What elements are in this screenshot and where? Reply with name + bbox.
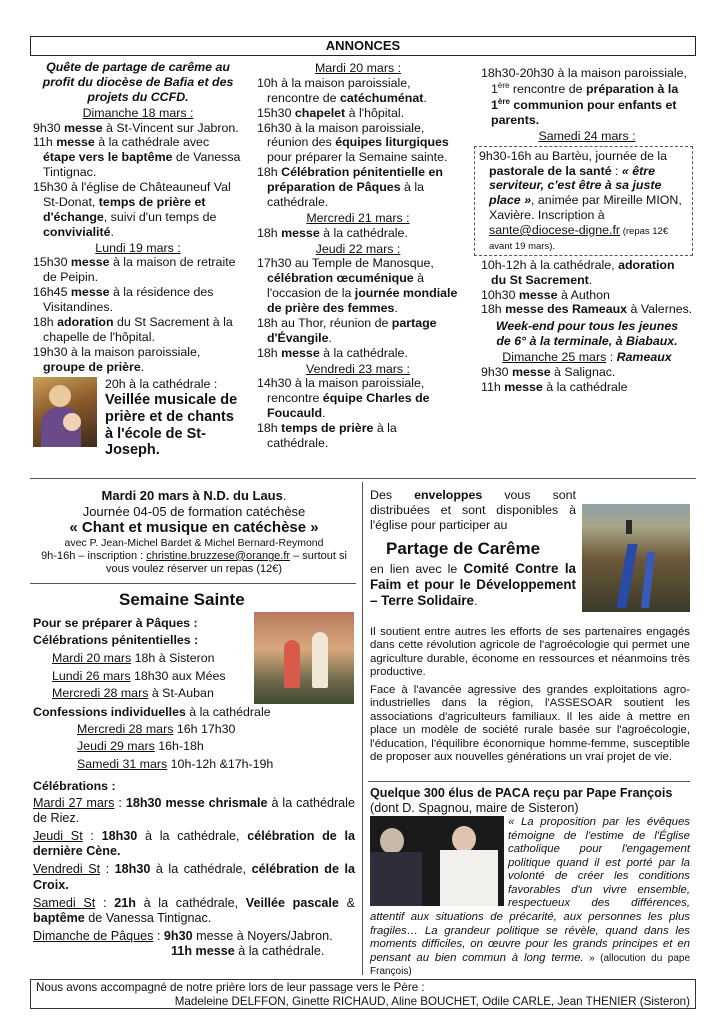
- veillee-block: [33, 377, 243, 459]
- day-samedi-24: Samedi 24 mars :: [538, 128, 636, 143]
- event-item: 18h adoration du St Sacrement à la chapelle de l'hôpital.: [33, 314, 233, 344]
- event-item: 19h30 à la maison paroissiale, groupe de prière.: [33, 344, 201, 374]
- section-divider: [368, 781, 690, 782]
- day-lundi-19: Lundi 19 mars :: [95, 240, 181, 255]
- column-3: [481, 66, 693, 395]
- event-item: 16h45 messe à la résidence des Visitandines.: [33, 285, 214, 314]
- event-item: 14h30 à la maison paroissiale, rencontre équipe Charles de Foucauld.: [257, 376, 430, 421]
- day-vendredi-23: Vendredi 23 mars :: [305, 361, 410, 376]
- pope-quote: « La proposition par les évêques témoigne de l'estime de l'Église catholique pour l'engagement politique quand il est porté par la volonté de créer les conditions favorables d'un vivre ensemble, respectueux des différences, attentif aux situations de précarité, aux personnes les plus fragiles… La grandeur politique se révèle, quand dans les moments difficiles, on œuvre pour les grands principes et en pensant au bien commun à long terme. » (allocution du pape François): [370, 816, 691, 978]
- laus-block: Mardi 20 mars à N.D. du Laus. Journée 04-05 de formation catéchèse « Chant et musique en catéchèse » avec P. Jean-Michel Bardet & Michel Bernard-Reymond 9h-16h – inscription : christine.bruzzese@orange.fr – surtout si vous voulez réserver un repas (12€): [41, 488, 347, 575]
- careme-paragraph-1: Il soutient entre autres les efforts de ses partenaires engagés dans cette révolution agricole de l'agroécologie qui permet une agriculture durable, économe en ressources et néanmoins très productive.: [370, 626, 690, 679]
- event-item: 9h30 messe à Salignac.: [481, 364, 616, 379]
- careme-block: Des enveloppes vous sont distribuées et sont disponibles à l'église pour participer au Partage de Carême en lien avec le Comité Contre la Faim et pour le Développement – Terre Solidaire.: [370, 488, 576, 609]
- saint-joseph-image: [33, 377, 97, 447]
- event-item: 17h30 au Temple de Manosque, célébration œcuménique à l'occasion de la journée mondiale de prière des femmes.: [257, 256, 458, 315]
- event-item: 16h30 à la maison paroissiale, réunion des équipes liturgiques pour préparer la Semaine sainte.: [257, 120, 449, 165]
- day-mardi-20: Mardi 20 mars :: [314, 61, 402, 75]
- weekend-jeunes: Week-end pour tous les jeunes de 6° à la terminale, à Biabaux.: [495, 319, 679, 349]
- event-item: 11h messe à la cathédrale: [481, 379, 628, 394]
- farming-field-image: [582, 504, 690, 612]
- event-item: 18h messe à la cathédrale.: [257, 225, 408, 240]
- event-item: 10h30 messe à Authon: [481, 287, 610, 302]
- annonces-title: ANNONCES: [30, 36, 696, 56]
- event-item: 11h messe à la cathédrale avec étape vers le baptême de Vanessa Tintignac.: [33, 135, 241, 180]
- celebration-item: Vendredi St : 18h30 à la cathédrale, célébration de la Croix.: [33, 862, 355, 892]
- veillee-text: 20h à la cathédrale : Veillée musicale de prière et de chants à l'école de St-Joseph.: [105, 377, 238, 459]
- event-item: 18h30-20h30 à la maison paroissiale, 1ère rencontre de préparation à la 1ère communion pour enfants et parents.: [481, 66, 687, 127]
- event-item: 18h Célébration pénitentielle en préparation de Pâques à la cathédrale.: [257, 165, 443, 209]
- column-1: [33, 60, 243, 459]
- semaine-sainte-title: Semaine Sainte: [119, 590, 245, 609]
- sante-email-link[interactable]: sante@diocese-digne.fr: [489, 223, 621, 237]
- careme-paragraph-2: Face à l'avancée agressive des grandes exploitations agro-industrielles dans la région, l'ASSESOAR soutient les associations d'agriculteurs familiaux. Il les aide à mettre en place un modèle de société rurale basée sur l'agroécologie, l'éducation, l'équilibre économique homme-femme, susceptible de proposer aux nouvelles générations un vrai projet de vie.: [370, 684, 690, 764]
- celebration-item: Samedi St : 21h à la cathédrale, Veillée pascale & baptême de Vanessa Tintignac.: [33, 895, 355, 925]
- event-item: 15h30 messe à la maison de retraite de Peipin.: [33, 255, 236, 285]
- section-divider: [30, 478, 696, 479]
- day-jeudi-22: Jeudi 22 mars :: [315, 241, 401, 256]
- resurrection-painting-image: [254, 612, 354, 704]
- christine-email-link[interactable]: christine.bruzzese@orange.fr: [146, 549, 291, 562]
- day-dimanche-18: Dimanche 18 mars :: [82, 105, 194, 120]
- event-item: 18h messe des Rameaux à Valernes.: [481, 302, 693, 317]
- event-item: 10h-12h à la cathédrale, adoration du St Sacrement.: [481, 257, 675, 287]
- day-mercredi-21: Mercredi 21 mars :: [306, 210, 410, 225]
- careme-quete: Quête de partage de carême au profit du diocèse de Bafia et des projets du CCFD.: [42, 60, 234, 104]
- event-item: 15h30 à l'église de Châteauneuf Val St-Donat, temps de prière et d'échange, suivi d'un temps de convivialité.: [33, 180, 231, 239]
- semaine-sainte-block: Semaine Sainte Pour se préparer à Pâques : Célébrations pénitentielles : Mardi 20 mars 18h à Sisteron Lundi 26 mars 18h30 aux Mées Mercredi 28 mars à St-Auban Confessions individuelles à la cathédrale Mercredi 28 mars 16h 17h30 Jeudi 29 mars 16h-18h Samedi 31 mars 10h-12h &17h-19h Célébrations : Mardi 27 mars : 18h30 messe chrismale à la cathédrale de Riez. Jeudi St : 18h30 à la cathédrale, célébration de la dernière Cène. Vendredi St : 18h30 à la cathédrale, célébration de la Croix. Samedi St : 21h à la cathédrale, Veillée pascale & baptême de Vanessa Tintignac. Dimanche de Pâques : 9h30 messe à Noyers/Jabron. 11h messe à la cathédrale.: [33, 590, 355, 959]
- celebration-item: Jeudi St : 18h30 à la cathédrale, célébration de la dernière Cène.: [33, 829, 355, 859]
- event-item: 15h30 chapelet à l'hôpital.: [257, 105, 405, 120]
- day-dimanche-25: Dimanche 25 mars : Rameaux: [502, 350, 672, 364]
- partage-careme-title: Partage de Carême: [386, 538, 541, 558]
- column-2: [257, 60, 459, 451]
- sante-box: 9h30-16h au Bartèu, journée de la pastorale de la santé : « être serviteur, c'est être à sa juste place », animée par Mireille MION, Xavière. Inscription à sante@diocese-digne.fr (repas 12€ avant 19 mars).: [474, 146, 693, 256]
- section-divider: [30, 583, 356, 584]
- event-item: 9h30 messe à St-Vincent sur Jabron.: [33, 120, 239, 135]
- celebration-item: Dimanche de Pâques : 9h30 messe à Noyers/Jabron. 11h messe à la cathédrale.: [33, 928, 333, 959]
- column-divider: [362, 482, 363, 975]
- pape-block: Quelque 300 élus de PACA reçu par Pape François (dont D. Spagnou, maire de Sisteron): [370, 786, 673, 816]
- footer-prayer: Nous avons accompagné de notre prière lors de leur passage vers le Père : Madeleine DELFFON, Ginette RICHAUD, Aline BOUCHET, Odile CARLE, Jean THENIER (Sisteron): [30, 979, 696, 1009]
- event-item: 18h temps de prière à la cathédrale.: [257, 421, 397, 450]
- celebration-item: Mardi 27 mars : 18h30 messe chrismale à la cathédrale de Riez.: [33, 796, 355, 826]
- event-item: 18h messe à la cathédrale.: [257, 345, 408, 360]
- event-item: 10h à la maison paroissiale, rencontre de catéchuménat.: [257, 75, 427, 105]
- event-item: 18h au Thor, réunion de partage d'Évangile.: [257, 315, 437, 345]
